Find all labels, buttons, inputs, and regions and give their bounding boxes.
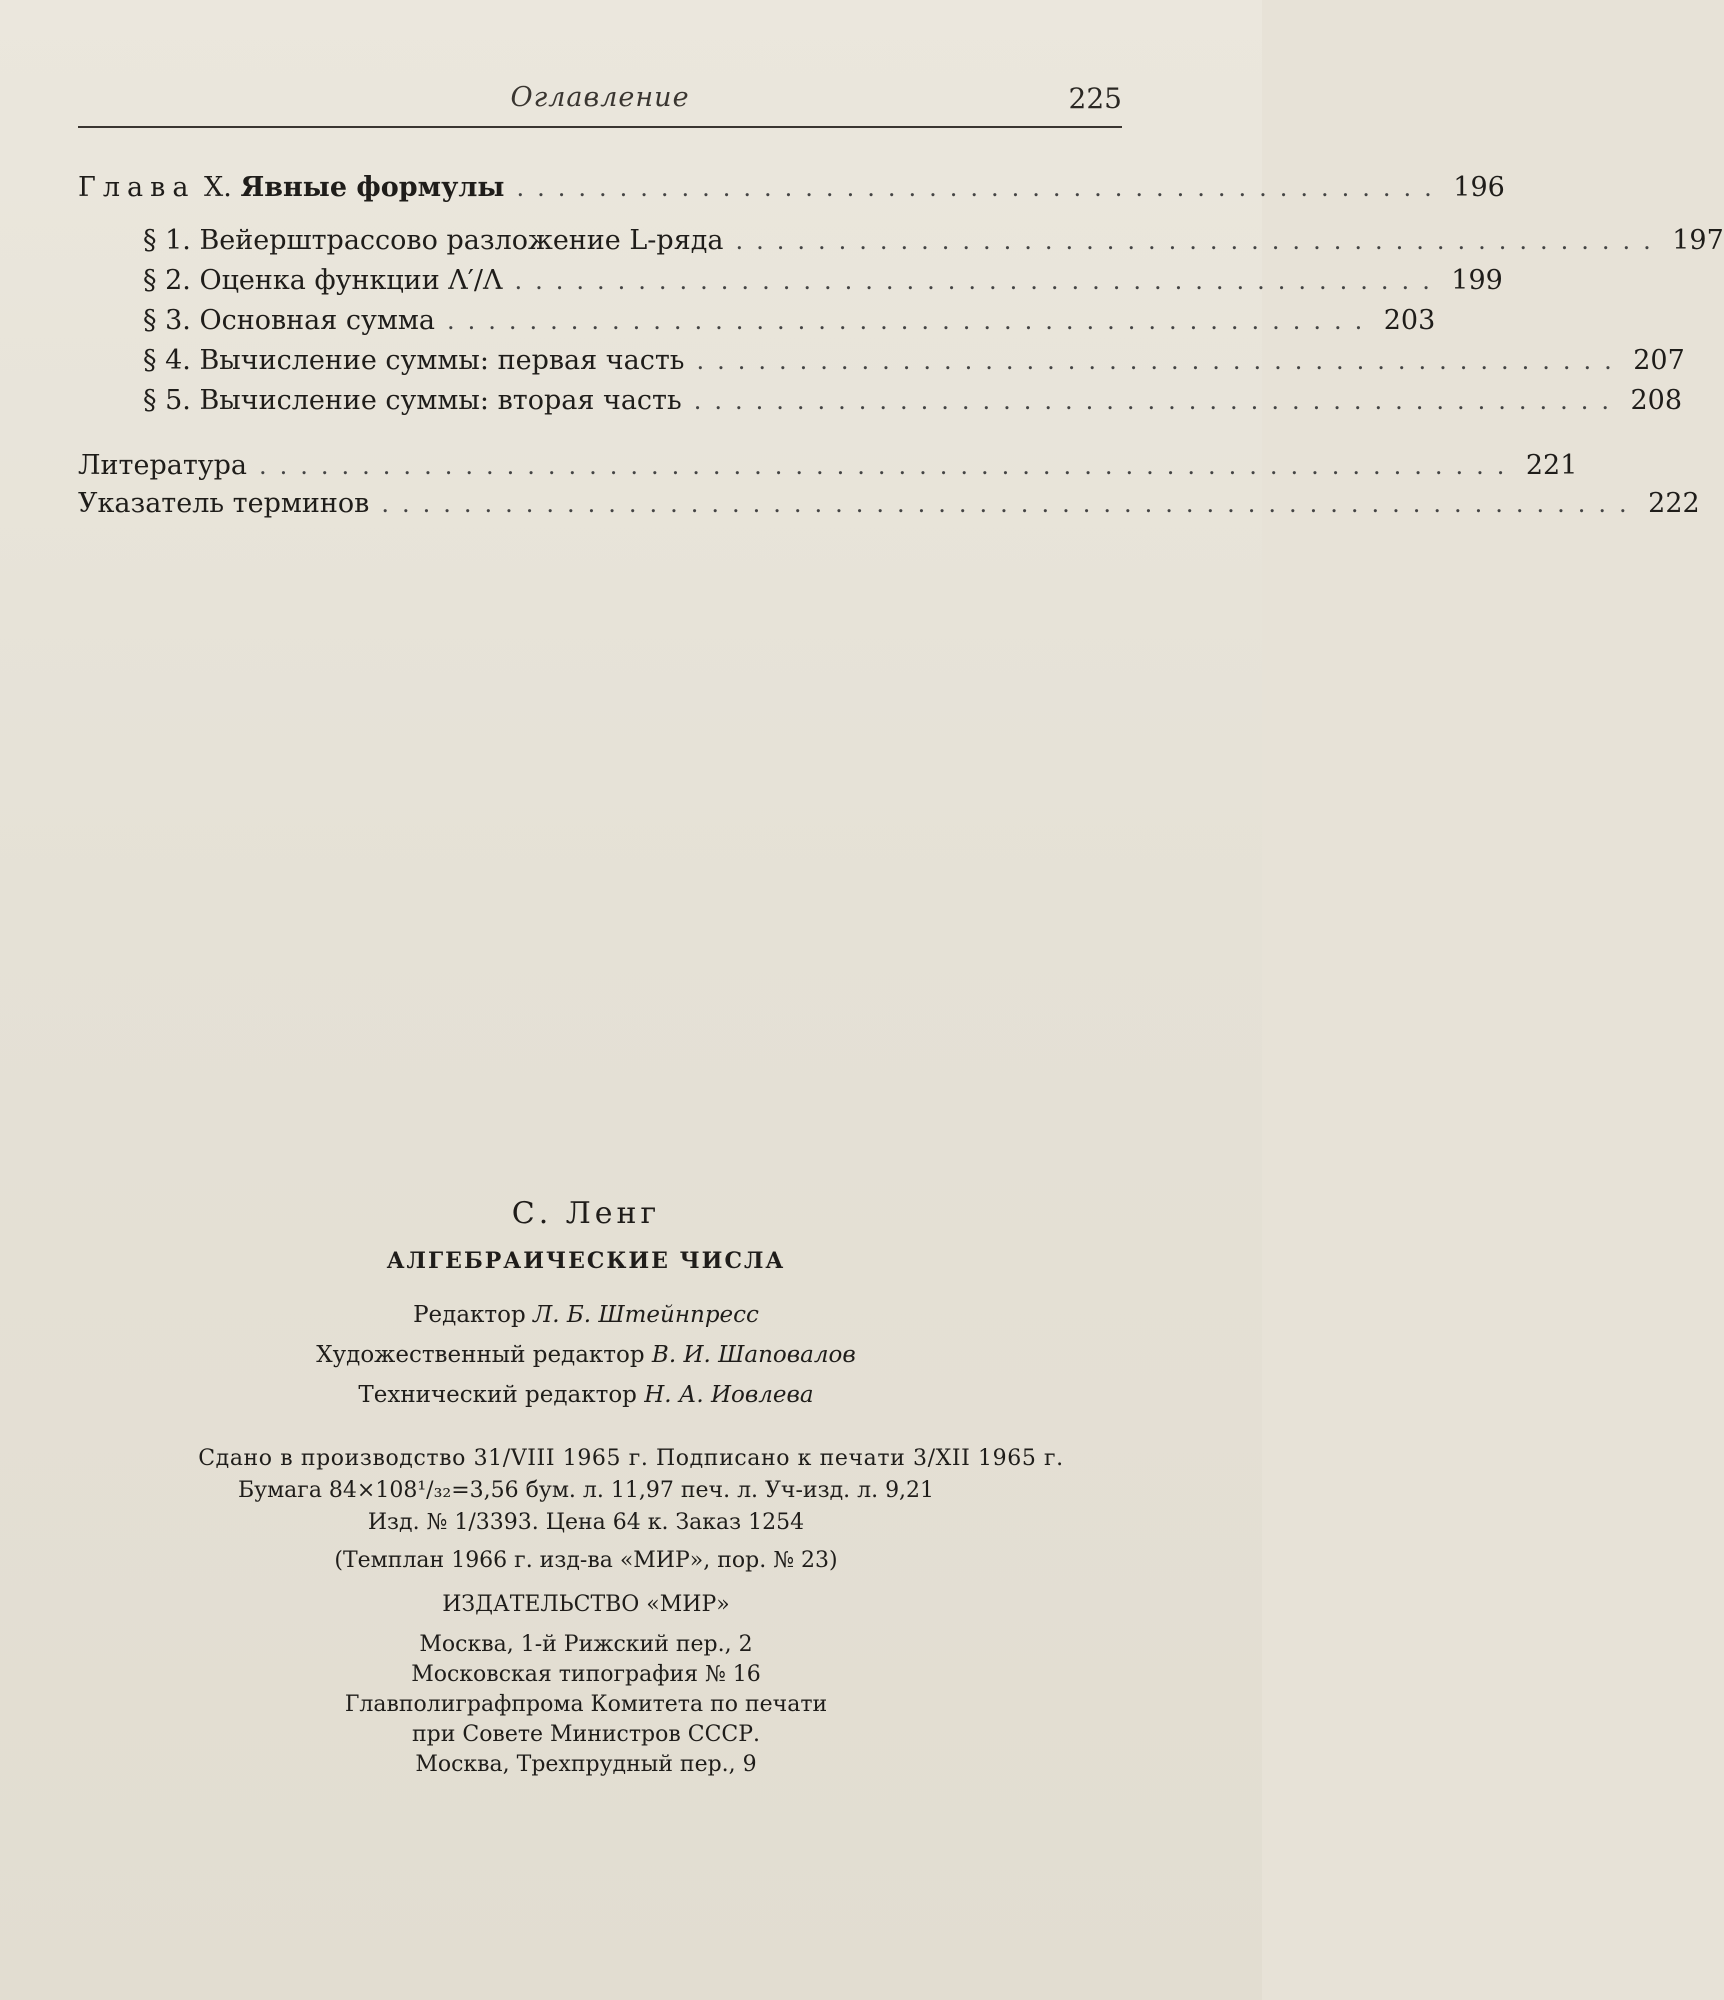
print-line-2: Бумага 84×108¹/₃₂=3,56 бум. л. 11,97 печ. л. Уч-изд. л. 9,21 <box>237 1478 935 1503</box>
address-line: Москва, 1-й Рижский пер., 2 <box>419 1632 753 1657</box>
editor-name: Л. Б. Штейнпресс <box>533 1302 759 1328</box>
plan-line: (Темплан 1966 г. изд-ва «МИР», пор. № 23) <box>334 1548 838 1573</box>
section-number: § 5. <box>143 385 191 416</box>
dot-leader: ............................................. <box>693 387 1623 415</box>
back-matter-title: Указатель терминов <box>78 488 370 519</box>
section-page: 208 <box>1630 385 1683 416</box>
dot-leader: ............................................. <box>735 227 1664 255</box>
section-title: Вейерштрассово разложение L-ряда <box>199 225 724 256</box>
back-matter-title: Литература <box>78 450 248 481</box>
art-editor-line <box>0 1342 1217 1368</box>
section-number: § 3. <box>143 305 191 336</box>
address-line: Московская типография № 16 <box>411 1662 761 1687</box>
header-title: Оглавление <box>510 82 690 113</box>
dot-leader: ............................................. <box>516 174 1445 202</box>
art-editor-name: В. И. Шаповалов <box>651 1342 856 1368</box>
toc-chapter <box>78 172 1505 208</box>
address-line: Москва, Трехпрудный пер., 9 <box>415 1752 757 1777</box>
section-page: 207 <box>1633 345 1685 376</box>
print-line-1: Сдано в производство 31/VIII 1965 г. Подписано к печати 3/XII 1965 г. <box>198 1446 1064 1471</box>
dot-leader: ............................................. <box>514 267 1443 295</box>
section-title: Вычисление суммы: вторая часть <box>199 385 682 416</box>
address-line: при Совете Министров СССР. <box>411 1722 761 1747</box>
colophon-book-title: АЛГЕБРАИЧЕСКИЕ ЧИСЛА <box>386 1248 786 1274</box>
toc-back-matter <box>78 488 1700 524</box>
art-editor-label: Художественный редактор <box>316 1342 645 1368</box>
dot-leader: ............................................................. <box>259 452 1518 480</box>
editor-label: Редактор <box>413 1302 526 1328</box>
back-matter-page: 222 <box>1648 488 1700 519</box>
toc-section <box>143 265 1503 301</box>
colophon-author: С. Ленг <box>511 1196 661 1231</box>
section-number: § 2. <box>143 265 191 296</box>
editor-line <box>0 1302 1217 1328</box>
section-title: Основная сумма <box>199 305 435 336</box>
back-matter-page: 221 <box>1525 450 1578 481</box>
section-number: § 4. <box>143 345 191 376</box>
publisher: ИЗДАТЕЛЬСТВО «МИР» <box>442 1592 730 1617</box>
running-header <box>78 80 1122 128</box>
tech-editor-label: Технический редактор <box>358 1382 637 1408</box>
section-page: 197 <box>1672 225 1724 256</box>
chapter-prefix: Глава <box>78 172 196 203</box>
tech-editor-line <box>0 1382 1217 1408</box>
header-page-number: 225 <box>1068 82 1122 115</box>
print-line-3: Изд. № 1/3393. Цена 64 к. Заказ 1254 <box>367 1510 805 1535</box>
tech-editor-name: Н. А. Иовлева <box>644 1382 814 1408</box>
section-number: § 1. <box>143 225 191 256</box>
chapter-page: 196 <box>1453 172 1505 203</box>
dot-leader: ............................................................. <box>381 490 1640 518</box>
toc-section <box>143 345 1685 381</box>
toc-section <box>143 385 1683 421</box>
dot-leader: ............................................. <box>446 307 1376 335</box>
toc-back-matter <box>78 450 1578 486</box>
chapter-title: Явные формулы <box>240 172 505 203</box>
section-page: 203 <box>1383 305 1436 336</box>
section-title: Вычисление суммы: первая часть <box>199 345 685 376</box>
toc-section <box>143 225 1724 261</box>
address-line: Главполиграфпрома Комитета по печати <box>344 1692 828 1717</box>
chapter-number: X. <box>204 172 232 203</box>
dot-leader: ............................................. <box>696 347 1625 375</box>
section-page: 199 <box>1451 265 1503 296</box>
section-title: Оценка функции Λ′/Λ <box>199 265 503 296</box>
toc-section <box>143 305 1436 341</box>
